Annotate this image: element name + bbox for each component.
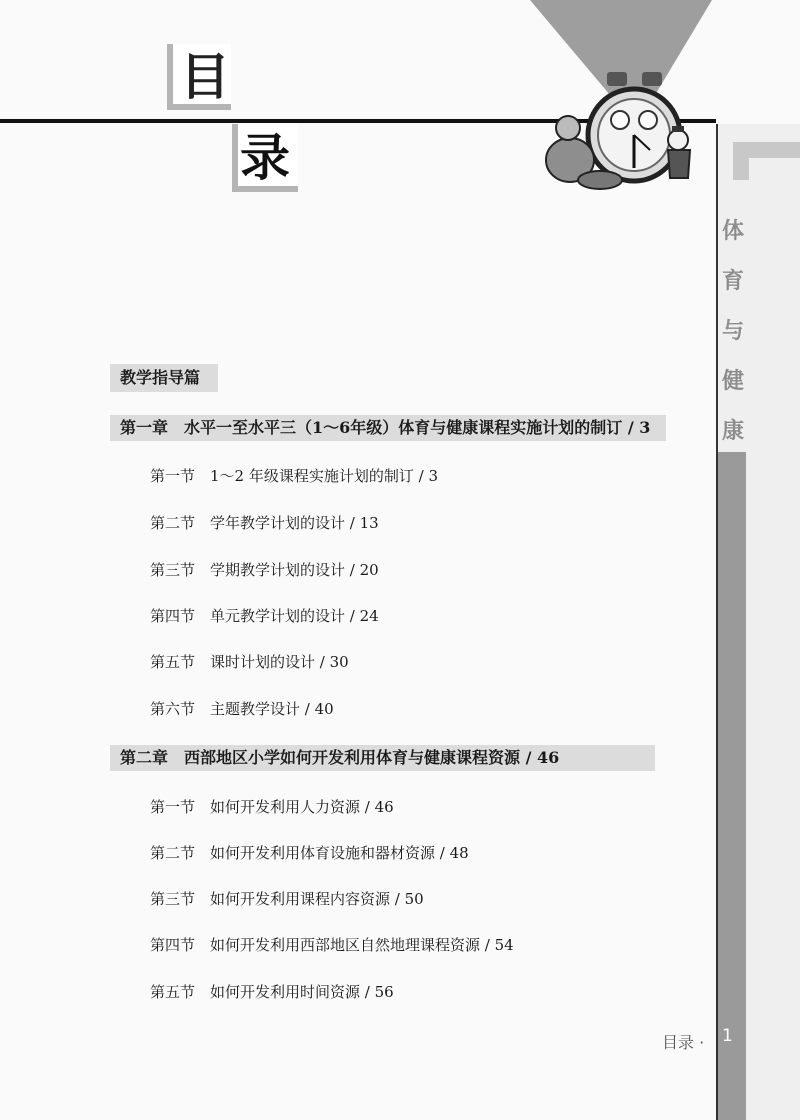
part-title: 教学指导篇 <box>110 364 218 392</box>
toc-section[interactable]: 第六节 主题教学设计 / 40 <box>150 700 334 718</box>
toc-section[interactable]: 第一节 1～2 年级课程实施计划的制订 / 3 <box>150 467 438 485</box>
toc-section[interactable]: 第四节 如何开发利用西部地区自然地理课程资源 / 54 <box>150 936 514 954</box>
toc-chapter-2[interactable]: 第二章 西部地区小学如何开发利用体育与健康课程资源 / 46 <box>110 745 655 771</box>
page-number: 1 <box>722 1026 733 1046</box>
toc-section[interactable]: 第五节 课时计划的设计 / 30 <box>150 653 349 671</box>
page-title-char-2: 录 <box>240 128 290 187</box>
side-label-char: 与 <box>721 318 744 344</box>
toc-section[interactable]: 第三节 学期教学计划的设计 / 20 <box>150 561 379 579</box>
toc-section[interactable]: 第一节 如何开发利用人力资源 / 46 <box>150 798 394 816</box>
corner-bracket <box>733 142 800 180</box>
side-label-char: 育 <box>721 268 744 294</box>
side-label-char: 健 <box>721 368 744 394</box>
side-label-char: 体 <box>721 218 744 244</box>
toc-section[interactable]: 第二节 学年教学计划的设计 / 13 <box>150 514 379 532</box>
side-label-char: 康 <box>721 418 744 444</box>
side-label <box>720 206 746 456</box>
toc-section[interactable]: 第五节 如何开发利用时间资源 / 56 <box>150 983 394 1001</box>
side-strip-line <box>716 124 718 1120</box>
toc-section[interactable]: 第四节 单元教学计划的设计 / 24 <box>150 607 379 625</box>
clock-illustration <box>530 0 730 195</box>
toc-section[interactable]: 第二节 如何开发利用体育设施和器材资源 / 48 <box>150 844 469 862</box>
toc-chapter-1[interactable]: 第一章 水平一至水平三（1～6年级）体育与健康课程实施计划的制订 / 3 <box>110 415 666 441</box>
footer-label: 目录 · <box>662 1033 705 1052</box>
side-dark-block <box>718 452 746 1120</box>
toc-section[interactable]: 第三节 如何开发利用课程内容资源 / 50 <box>150 890 424 908</box>
page-title-char-1: 目 <box>180 47 230 106</box>
